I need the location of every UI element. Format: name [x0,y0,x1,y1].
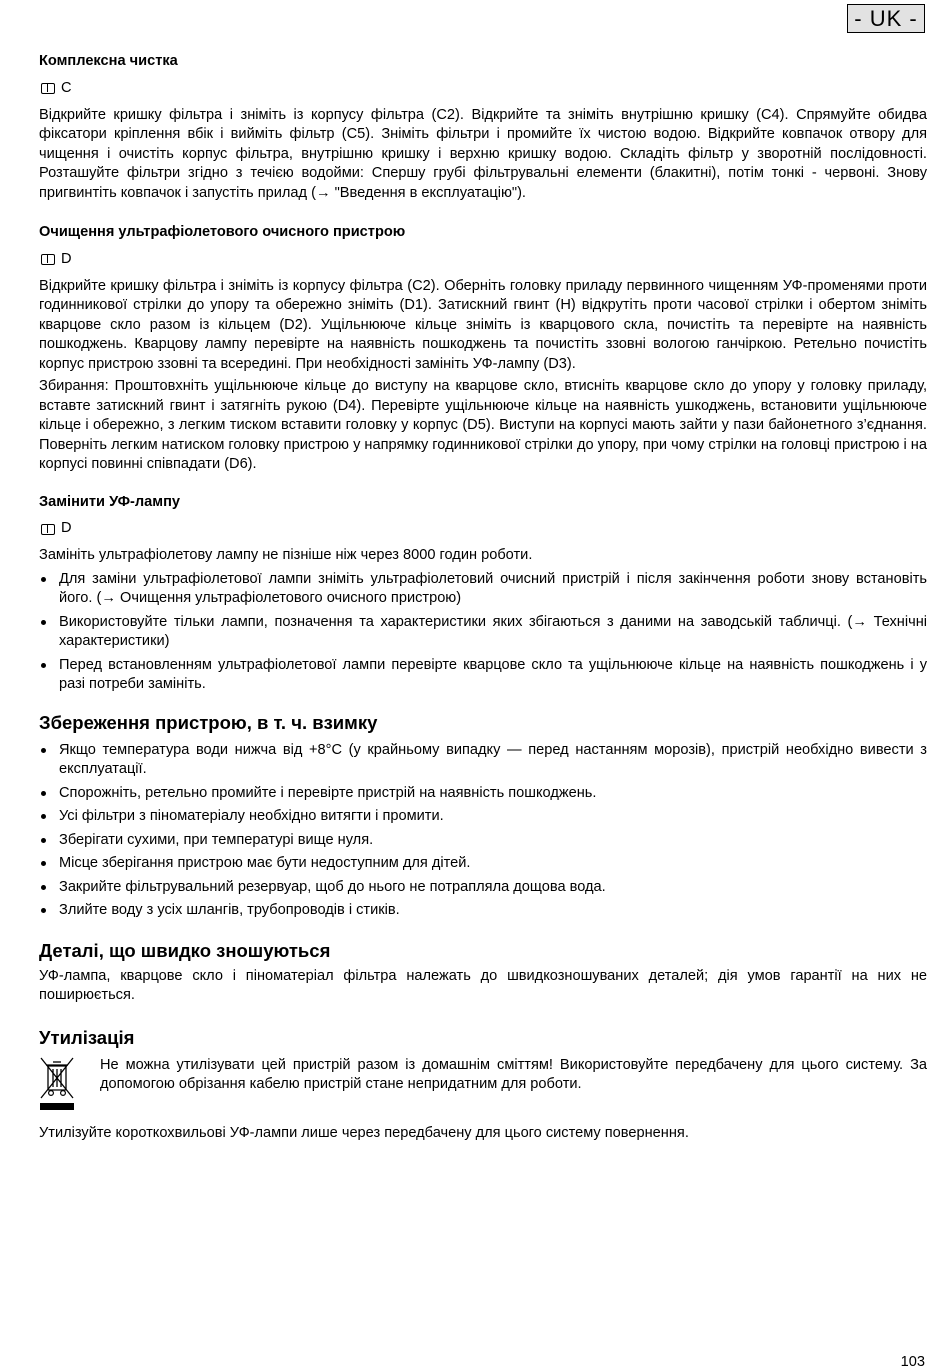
figure-reference-label: C [61,79,72,96]
crossed-out-wheelie-bin-icon [39,1056,75,1114]
paragraph: Не можна утилізувати цей пристрій разом із домашнім сміттям! Використовуйте передбачену для цього систему. За допомогою обрізання кабелю пристрій стане непридатним для роботи. [100,1056,927,1092]
paragraph: Відкрийте кришку фільтра і зніміть із корпусу фільтра (C2). Відкрийте та зніміть внутрішню кришку (C4). Спрямуйте обидва фіксатори кріплення вбік і вийміть фільтр (C5). Зніміть фільтри і промийте їх чистою водою. Відкрийте ковпачок отвору для чищення і очистіть корпус фільтра, внутрішню кришку і верхню кришку водою. Складіть фільтр у зворотній послідовності. Розташуйте фільтри згідно з течією водойми: Спершу грубі фільтрувальні елементи (блакитні), потім тонкі - червоні. Знову пригвинтіть ковпачок і запустіть прилад (→ "Введення в експлуатацію"). [39,106,927,201]
paragraph: Утилізуйте короткохвильові УФ-лампи лише через передбачену для цього систему повернення. [39,1124,689,1141]
section-heading-complex-cleaning: Комплексна чистка [39,53,178,69]
list-item: Усі фільтри з піноматеріалу необхідно витягти і промити. [39,807,927,827]
book-icon [41,83,55,94]
list-item: Закрийте фільтрувальний резервуар, щоб до нього не потрапляла дощова вода. [39,878,927,898]
section-heading-uv-cleaning: Очищення ультрафіолетового очисного пристрою [39,224,406,240]
section-heading-storage: Збереження пристрою, в т. ч. взимку [39,711,378,733]
figure-reference [39,249,927,271]
list-item: Перед встановленням ультрафіолетової лампи перевірте кварцове скло та ущільнююче кільце на наявність пошкоджень і у разі потреби замініть. [39,656,927,695]
figure-reference-label: D [61,250,72,267]
paragraph: Збирання: Проштовхніть ущільнююче кільце до виступу на кварцове скло, втисніть кварцове скло до упору у головку приладу, вставте затискний гвинт і затягніть рукою (D4). Перевірте ущільнююче кільце на наявність ушкоджень, встановити ущільнююче кільце і обережно, з легким тиском вставити головку у корпус (D5). Виступи на корпусі мають зайти у пази байонетного з’єднання. Поверніть легким натиском головку пристрою у напрямку годинникової стрілки до упору, при чому стрілки на головці пристрою і на корпусі повинні співпадати (D6). [39,378,927,472]
section-heading-replace-uv-lamp: Замінити УФ-лампу [39,493,181,510]
paragraph: УФ-лампа, кварцове скло і піноматеріал фільтра належать до швидкозношуваних деталей; дія умов гарантії на них не поширюється. [39,967,927,1003]
figure-reference-label: D [61,520,72,537]
book-icon [41,254,55,265]
paragraph: Відкрийте кришку фільтра і зніміть із корпусу фільтра (C2). Оберніть головку приладу первинного чищенням УФ-променями проти годинникової стрілки до упору та обережно зніміть (D1). Затискний гвинт (H) відкрутіть проти часової стрілки і обертом зніміть кварцове скло разом із кільцем (D2). Ущільнююче кільце зніміть із кварцового скла, почистіть та перевірте на наявність пошкоджень. Кварцову лампу перевірте на наявність пошкоджень та почистіть ззовні вологою ганчіркою. Ретельно почистіть корпус пристрою ззовні та всередині. При необхідності замініть УФ-лампу (D3). [39,277,927,372]
section-heading-disposal: Утилізація [39,1026,135,1048]
language-tag: - UK - [847,4,925,33]
list-item: Злийте воду з усіх шлангів, трубопроводів і стиків. [39,901,927,921]
list-item: Зберігати сухими, при температурі вище нуля. [39,831,927,851]
section-heading-wear-parts: Деталі, що швидко зношуються [39,939,331,961]
list-item: Спорожніть, ретельно промийте і перевірте пристрій на наявність пошкоджень. [39,784,927,804]
page-number: 103 [900,1354,925,1370]
paragraph: Замініть ультрафіолетову лампу не пізніше ніж через 8000 годин роботи. [39,547,533,563]
list-item: Для заміни ультрафіолетової лампи зніміть ультрафіолетовий очисний пристрій і після закінчення роботи знову встановіть його. (→ Очищення ультрафіолетового очисного пристрою) [39,570,927,609]
figure-reference [39,78,927,100]
list-item: Використовуйте тільки лампи, позначення та характеристики яких збігаються з даними на заводській табличці. (→ Технічні характеристики) [39,613,927,652]
bullet-list [39,570,927,695]
list-item: Місце зберігання пристрою має бути недоступним для дітей. [39,854,927,874]
bullet-list [39,741,927,921]
page-content [39,50,927,1143]
figure-reference [39,518,927,540]
disposal-notice [39,1056,927,1114]
book-icon [41,524,55,535]
list-item: Якщо температура води нижча від +8°C (у крайньому випадку — перед настанням морозів), пристрій необхідно вивести з експлуатації. [39,741,927,780]
